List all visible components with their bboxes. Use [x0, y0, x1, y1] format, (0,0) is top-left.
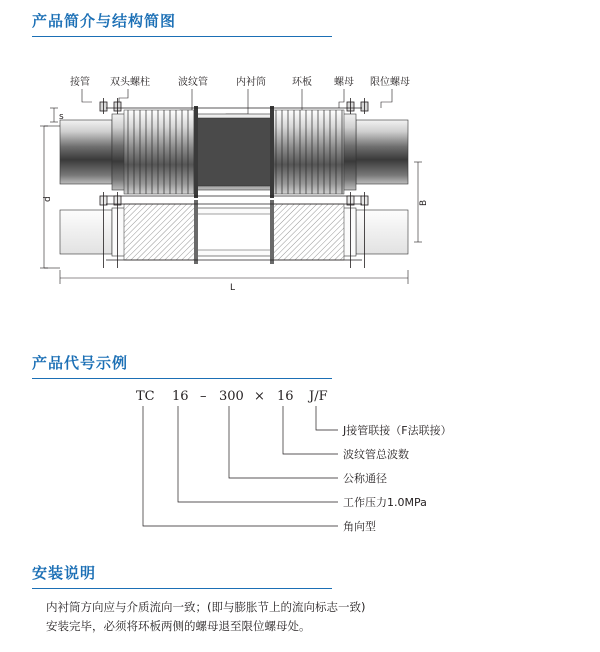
section-install-rule: [32, 588, 332, 589]
diagram-upper-assembly: [60, 98, 408, 198]
code-token-2: –: [200, 389, 207, 404]
dimension-label-s: s: [59, 112, 64, 122]
install-note-line-2: 安装完毕，必须将环板两侧的螺母退至限位螺母处。: [46, 619, 311, 633]
code-description-0: J接管联接（F法联接）: [343, 424, 452, 437]
section-install-title: 安装说明: [32, 564, 97, 582]
callout-label-6: 限位螺母: [370, 77, 410, 88]
diagram-callout-labels: [70, 75, 410, 88]
code-description-2: 公称通径: [343, 472, 387, 485]
code-description-4: 角向型: [343, 520, 376, 533]
section-intro-title: 产品简介与结构简图: [32, 12, 177, 30]
code-descriptions: [342, 423, 452, 533]
section-code-header: [32, 352, 332, 379]
code-token-5: 16: [277, 389, 294, 404]
diagram-lower-assembly: [60, 192, 408, 268]
install-note-line-1: 内衬筒方向应与介质流向一致；(即与膨胀节上的流向标志一致): [46, 600, 366, 614]
code-description-3: 工作压力1.0MPa: [343, 496, 427, 509]
section-install-header: [32, 562, 332, 589]
code-token-1: 16: [172, 389, 189, 404]
callout-label-2: 波纹管: [178, 77, 208, 88]
code-token-4: ×: [254, 389, 265, 404]
code-token-0: TC: [136, 389, 155, 404]
code-token-6: J/F: [309, 389, 328, 404]
callout-label-0: 接管: [70, 77, 90, 88]
product-code-example: [0, 378, 600, 538]
code-token-3: 300: [219, 389, 244, 404]
dimension-label-d: d: [43, 196, 53, 202]
install-notes: [46, 598, 566, 636]
callout-label-4: 环板: [292, 77, 312, 88]
callout-label-3: 内衬筒: [236, 77, 266, 88]
section-intro-rule: [32, 36, 332, 37]
dimension-label-L: L: [230, 283, 236, 292]
callout-label-5: 螺母: [334, 77, 354, 88]
callout-label-1: 双头螺柱: [110, 77, 150, 88]
section-intro-header: [32, 10, 332, 37]
code-tokens: [136, 389, 328, 404]
structure-diagram: [40, 62, 560, 292]
dimension-label-B: B: [419, 199, 429, 206]
code-description-1: 波纹管总波数: [343, 448, 409, 461]
section-code-title: 产品代号示例: [32, 354, 129, 372]
code-leader-lines: [143, 406, 338, 526]
